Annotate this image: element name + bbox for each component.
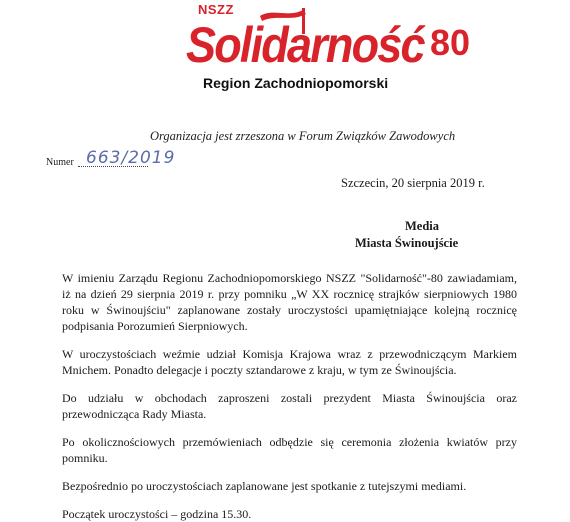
region-name: Region Zachodniopomorski <box>203 75 389 91</box>
forum-membership-line: Organizacja jest zrzeszona w Forum Związków Zawodowych <box>150 129 456 143</box>
logo-nszz-text: NSZZ <box>198 2 234 17</box>
recipient-line-1: Media <box>405 219 440 233</box>
reference-number: 663/2019 <box>86 148 176 168</box>
logo-solidarnosc: Solidarność <box>186 17 424 73</box>
paragraph: Po okolicznościowych przemówieniach odbędzie się ceremonia złożenia kwiatów przy pomniku. <box>62 435 517 465</box>
letterhead <box>0 0 570 100</box>
paragraph: W imieniu Zarządu Regionu Zachodniopomorskiego NSZZ "Solidarność"-80 zawiadamiam, iż na dzień 29 sierpnia 2019 r. przy pomniku „W XX rocznicę strajków sierpniowych 1980 roku w Świnoujściu" zaplanowane zostały uroczystości upamiętniające kolejną rocznicę podpisania Porozumień Sierpniowych. <box>62 271 517 333</box>
paragraph: Początek uroczystości – godzina 15.30. <box>62 507 252 521</box>
reference-label: Numer <box>46 157 74 168</box>
logo-80: 80 <box>430 22 471 63</box>
letter-body <box>62 270 517 522</box>
recipient-line-2: Miasta Świnoujście <box>355 236 459 250</box>
paragraph: W uroczystościach weźmie udział Komisja Krajowa wraz z przewodniczącym Markiem Mnichem. Ponadto delegacje i poczty sztandarowe z kraju, w tym ze Świnoujścia. <box>62 347 517 377</box>
date-line: Szczecin, 20 sierpnia 2019 r. <box>341 176 485 190</box>
paragraph: Do udziału w obchodach zaproszeni zostali prezydent Miasta Świnoujścia oraz przewodnicząca Rady Miasta. <box>62 391 517 421</box>
paragraph: Bezpośrednio po uroczystościach zaplanowane jest spotkanie z tutejszymi mediami. <box>62 479 467 493</box>
